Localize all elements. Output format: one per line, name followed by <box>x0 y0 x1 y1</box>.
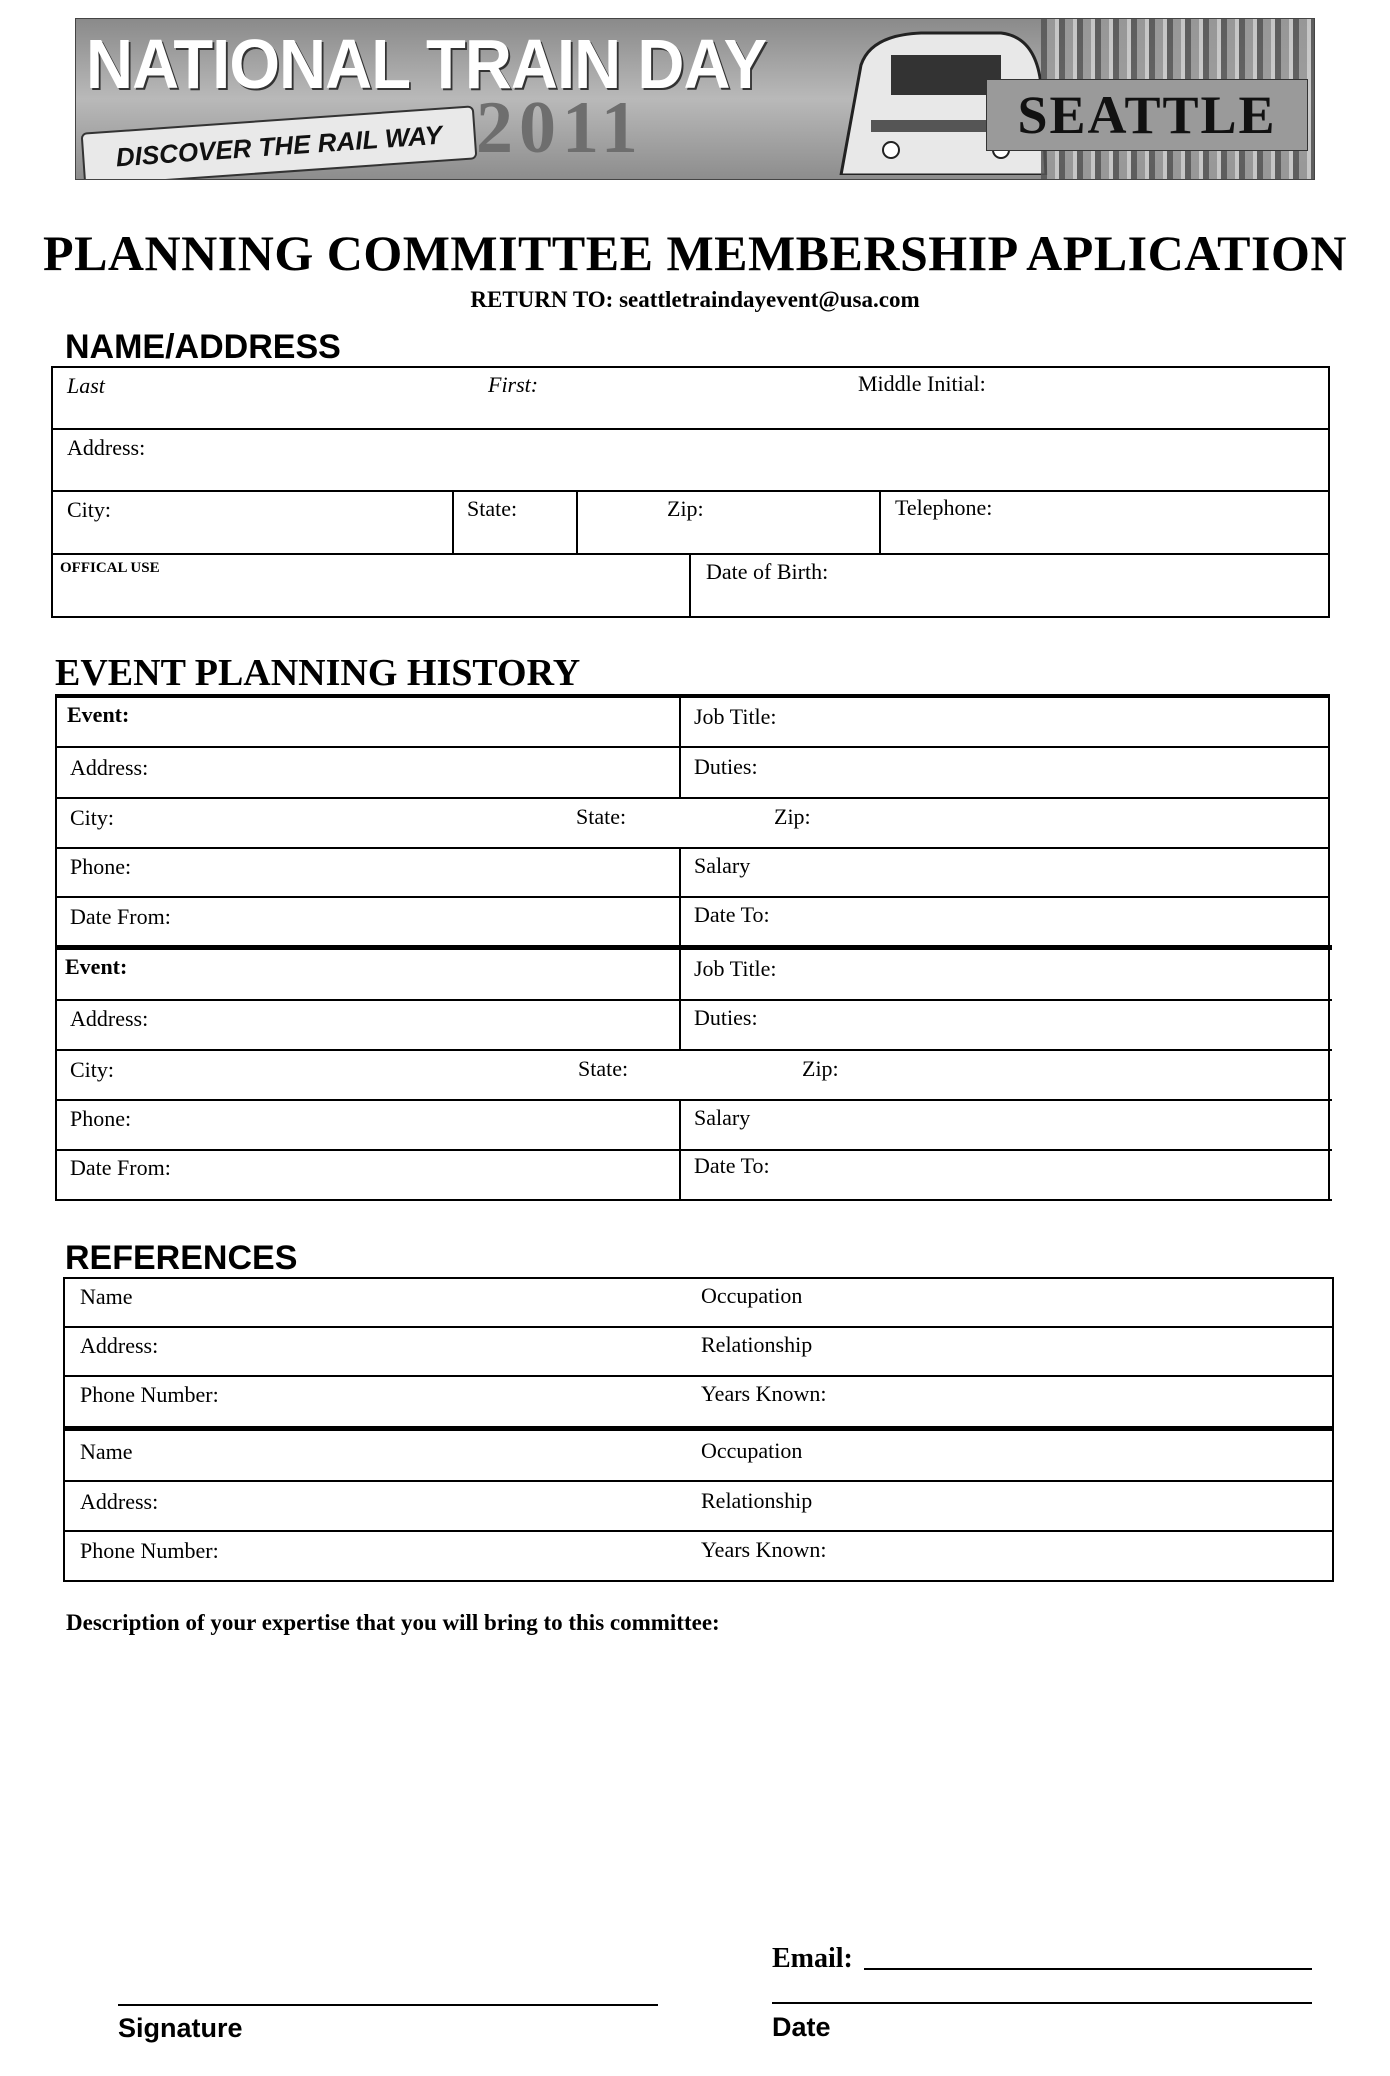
job-title-2-field[interactable]: Job Title: <box>694 956 777 981</box>
reference-1-phone-field[interactable]: Phone Number: <box>80 1382 219 1407</box>
return-address: RETURN TO: seattletraindayevent@usa.com <box>470 287 920 312</box>
expertise-description-area[interactable] <box>66 1650 1332 1900</box>
banner-ribbon <box>81 105 478 180</box>
salary-2-field[interactable]: Salary <box>694 1105 751 1130</box>
expertise-description-prompt: Description of your expertise that you will bring to this committee: <box>66 1610 720 1635</box>
state-field[interactable]: State: <box>467 496 518 521</box>
telephone-field[interactable]: Telephone: <box>895 495 993 520</box>
reference-2-address-field[interactable]: Address: <box>80 1489 159 1514</box>
reference-2-relationship-field[interactable]: Relationship <box>701 1488 813 1513</box>
zip-field[interactable]: Zip: <box>667 496 704 521</box>
reference-2-phone-field[interactable]: Phone Number: <box>80 1538 219 1563</box>
date-from-1-field[interactable]: Date From: <box>70 904 171 929</box>
reference-1-occupation-field[interactable]: Occupation <box>701 1283 803 1308</box>
date-of-birth-field[interactable]: Date of Birth: <box>706 559 829 584</box>
date-label: Date <box>772 2012 831 2042</box>
event-address-2-field[interactable]: Address: <box>70 1006 149 1031</box>
duties-1-field[interactable]: Duties: <box>694 754 758 779</box>
reference-1-name-field[interactable]: Name <box>80 1284 133 1309</box>
event-2-field[interactable]: Event: <box>65 954 128 979</box>
signature-label: Signature <box>118 2013 243 2043</box>
city-field[interactable]: City: <box>67 497 112 522</box>
event-state-1-field[interactable]: State: <box>576 804 627 829</box>
reference-1-relationship-field[interactable]: Relationship <box>701 1332 813 1357</box>
middle-initial-field[interactable]: Middle Initial: <box>858 371 986 396</box>
signature-line[interactable] <box>118 2004 658 2006</box>
job-title-1-field[interactable]: Job Title: <box>694 704 777 729</box>
event-phone-2-field[interactable]: Phone: <box>70 1106 132 1131</box>
event-address-1-field[interactable]: Address: <box>70 755 149 780</box>
event-state-2-field[interactable]: State: <box>578 1056 629 1081</box>
section-heading-references: REFERENCES <box>65 1239 298 1277</box>
event-1-field[interactable]: Event: <box>67 702 130 727</box>
reference-2-occupation-field[interactable]: Occupation <box>701 1438 803 1463</box>
reference-1-years-known-field[interactable]: Years Known: <box>701 1381 827 1406</box>
event-city-1-field[interactable]: City: <box>70 805 115 830</box>
first-name-field[interactable]: First: <box>488 372 539 397</box>
event-phone-1-field[interactable]: Phone: <box>70 854 132 879</box>
event-zip-2-field[interactable]: Zip: <box>802 1056 839 1081</box>
reference-2-name-field[interactable]: Name <box>80 1439 133 1464</box>
form-title: PLANNING COMMITTEE MEMBERSHIP APLICATION <box>43 225 1347 281</box>
event-zip-1-field[interactable]: Zip: <box>774 804 811 829</box>
banner-headline: NATIONAL TRAIN DAY <box>86 25 767 103</box>
email-line[interactable] <box>864 1968 1312 1970</box>
section-heading-name-address: NAME/ADDRESS <box>65 328 341 366</box>
salary-1-field[interactable]: Salary <box>694 853 751 878</box>
date-from-2-field[interactable]: Date From: <box>70 1155 171 1180</box>
banner-ribbon-text: DISCOVER THE RAIL WAY <box>114 119 444 173</box>
event-banner <box>75 18 1315 180</box>
email-label: Email: <box>772 1943 853 1974</box>
reference-1-address-field[interactable]: Address: <box>80 1333 159 1358</box>
date-line[interactable] <box>772 2002 1312 2004</box>
section-heading-event-history: EVENT PLANNING HISTORY <box>55 652 581 694</box>
date-to-2-field[interactable]: Date To: <box>694 1153 770 1178</box>
duties-2-field[interactable]: Duties: <box>694 1005 758 1030</box>
official-use-field: OFFICAL USE <box>60 560 160 576</box>
event-city-2-field[interactable]: City: <box>70 1057 115 1082</box>
date-to-1-field[interactable]: Date To: <box>694 902 770 927</box>
last-name-field[interactable]: Last <box>67 373 105 398</box>
city-label-box <box>986 79 1308 151</box>
banner-year: 2011 <box>476 87 644 169</box>
reference-2-years-known-field[interactable]: Years Known: <box>701 1537 827 1562</box>
address-field[interactable]: Address: <box>67 435 146 460</box>
banner-city: SEATTLE <box>1017 85 1277 145</box>
